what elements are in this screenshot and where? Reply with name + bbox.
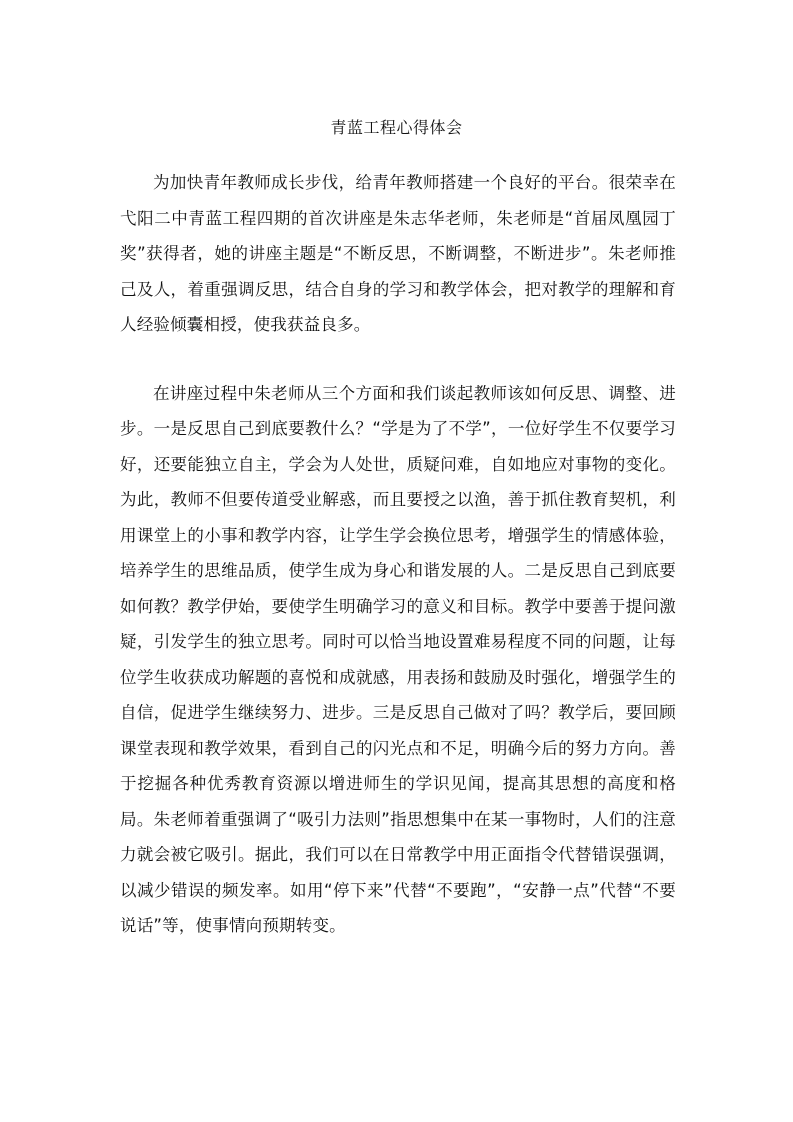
paragraph-main: 在讲座过程中朱老师从三个方面和我们谈起教师该如何反思、调整、进步。一是反思自己到底要教什么？“学是为了不学”，一位好学生不仅要学习好，还要能独立自主，学会为人处世，质疑问难，自如地应对事物的变化。为此，教师不但要传道受业解惑，而且要授之以渔，善于抓住教育契机，利用课堂上的小事和教学内容，让学生学会换位思考，增强学生的情感体验，培养学生的思维品质，使学生成为身心和谐发展的人。二是反思自己到底要如何教？教学伊始，要使学生明确学习的意义和目标。教学中要善于提问激疑，引发学生的独立思考。同时可以恰当地设置难易程度不同的问题，让每位学生收获成功解题的喜悦和成就感，用表扬和鼓励及时强化，增强学生的自信，促进学生继续努力、进步。三是反思自己做对了吗？教学后，要回顾课堂表现和教学效果，看到自己的闪光点和不足，明确今后的努力方向。善于挖掘各种优秀教育资源以增进师生的学识见闻，提高其思想的高度和格局。朱老师着重强调了“吸引力法则”指思想集中在某一事物时，人们的注意力就会被它吸引。据此，我们可以在日常教学中用正面指令代替错误强调，以减少错误的频发率。如用“停下来”代替“不要跑”，“安静一点”代替“不要说话”等，使事情向预期转变。	[120, 383, 676, 935]
document-title: 青蓝工程心得体会	[330, 117, 463, 137]
document-body	[120, 165, 676, 944]
paragraph-intro: 为加快青年教师成长步伐，给青年教师搭建一个良好的平台。很荣幸在弋阳二中青蓝工程四期的首次讲座是朱志华老师，朱老师是“首届凤凰园丁奖”获得者，她的讲座主题是“不断反思，不断调整，不断进步”。朱老师推己及人，着重强调反思，结合自身的学习和教学体会，把对教学的理解和育人经验倾囊相授，使我获益良多。	[120, 173, 676, 334]
